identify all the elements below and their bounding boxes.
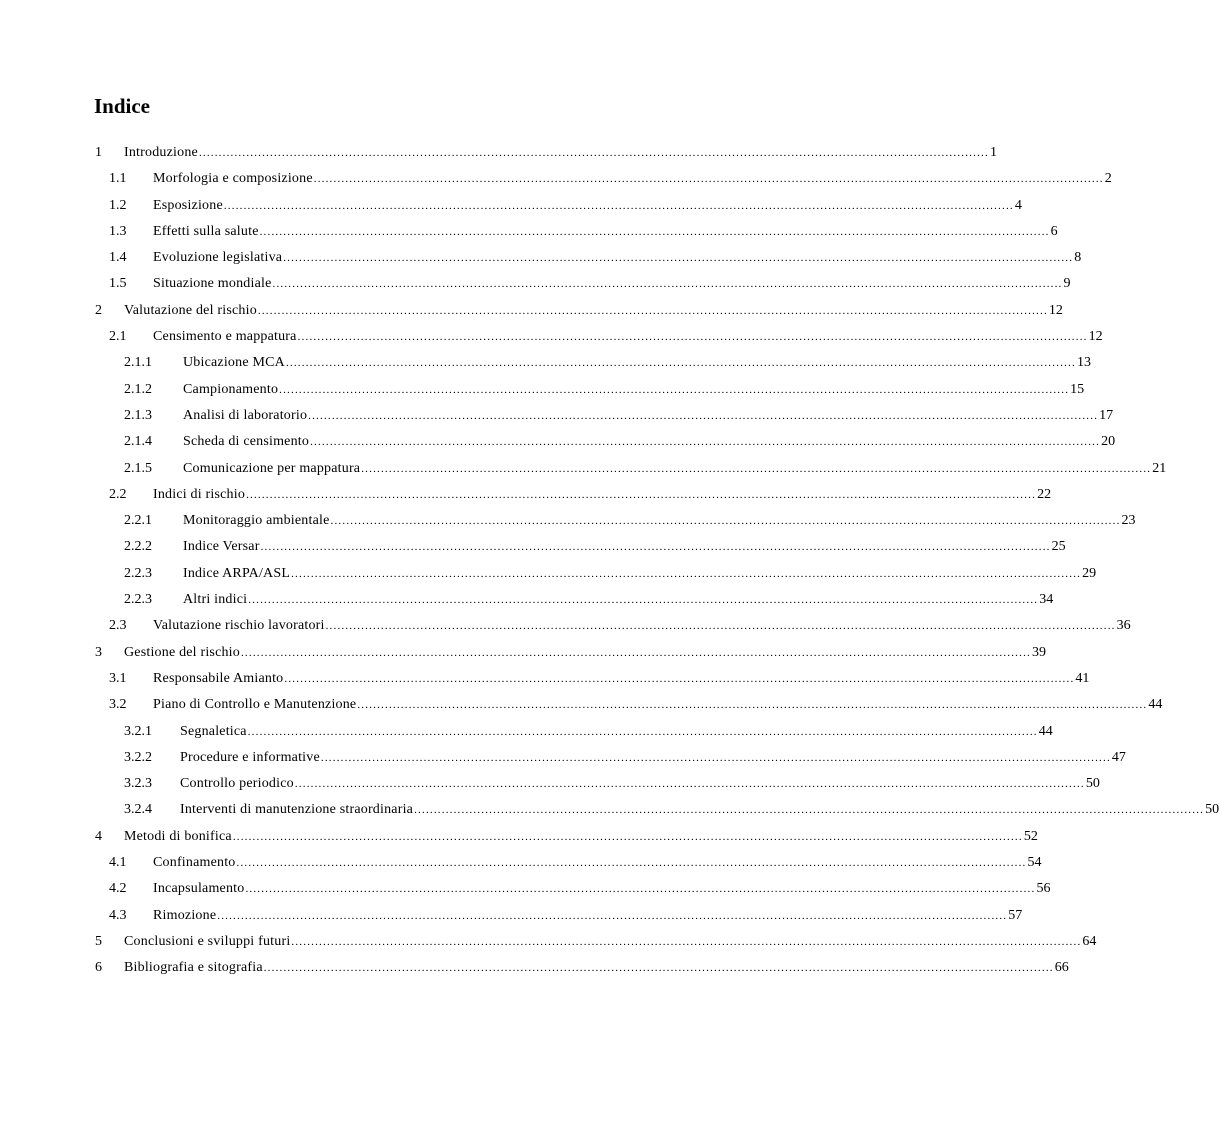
toc-entry[interactable] [95, 824, 1038, 850]
toc-entry-number: 6 [95, 960, 102, 976]
toc-entry[interactable] [95, 955, 1069, 981]
toc-entry-line [153, 219, 1058, 245]
toc-entry-title: Comunicazione per mappatura [183, 460, 361, 476]
toc-entry-line [183, 534, 1066, 560]
toc-entry-number: 2.1.3 [124, 407, 152, 423]
dot-leader: ........................................................................................................................................................................................................ [414, 804, 1205, 817]
toc-entry-page-number: 56 [1036, 881, 1051, 897]
toc-entry-number: 3.2.1 [124, 723, 152, 739]
toc-entry-number: 1.3 [109, 223, 127, 239]
toc-entry-title: Campionamento [183, 381, 279, 397]
dot-leader: ........................................................................................................................................................................................................ [257, 304, 1048, 317]
toc-entry-number: 2.2.1 [124, 513, 152, 529]
toc-entry-line [183, 456, 1167, 482]
toc-entry-title: Incapsulamento [153, 881, 245, 897]
toc-entry-title: Confinamento [153, 855, 236, 871]
toc-entry-title: Valutazione del rischio [124, 302, 257, 318]
toc-entry-page-number: 50 [1085, 776, 1100, 792]
toc-entry[interactable] [95, 640, 1046, 666]
toc-entry-number: 2 [95, 302, 102, 318]
dot-leader: ........................................................................................................................................................................................................ [361, 462, 1152, 475]
toc-entry-page-number: 12 [1048, 302, 1063, 318]
toc-entry[interactable] [95, 429, 1116, 455]
toc-entry-title: Controllo periodico [180, 776, 294, 792]
toc-entry[interactable] [95, 508, 1136, 534]
toc-entry-line [180, 719, 1053, 745]
toc-entry-line [153, 876, 1051, 902]
toc-entry-title: Effetti sulla salute [153, 223, 259, 239]
toc-entry-number: 3.2.3 [124, 776, 152, 792]
toc-entry-title: Introduzione [124, 145, 198, 160]
toc-entry[interactable] [95, 534, 1066, 560]
toc-entry-line [124, 955, 1069, 981]
toc-entry-title: Rimozione [153, 907, 217, 923]
dot-leader: ........................................................................................................................................................................................................ [279, 383, 1070, 396]
toc-entry-page-number: 44 [1148, 697, 1163, 713]
toc-entry-line [124, 824, 1038, 850]
toc-entry-title: Procedure e informative [180, 749, 320, 765]
dot-leader: ........................................................................................................................................................................................................ [310, 436, 1101, 449]
toc-entry-title: Morfologia e composizione [153, 171, 313, 187]
toc-entry[interactable] [95, 561, 1097, 587]
toc-entry-title: Analisi di laboratorio [183, 407, 308, 423]
toc-entry-line [180, 745, 1126, 771]
toc-entry-number: 3.2.4 [124, 802, 152, 818]
toc-entry[interactable] [95, 377, 1085, 403]
toc-entry-page-number: 17 [1099, 407, 1114, 423]
toc-entry-line [180, 771, 1100, 797]
toc-entry[interactable] [95, 587, 1054, 613]
toc-entry-page-number: 66 [1054, 960, 1069, 976]
toc-entry-line [183, 377, 1085, 403]
dot-leader: ........................................................................................................................................................................................................ [198, 147, 989, 159]
toc-entry[interactable] [95, 245, 1082, 271]
toc-entry[interactable] [95, 140, 997, 166]
dot-leader: ........................................................................................................................................................................................................ [330, 515, 1121, 528]
toc-entry-line [124, 640, 1046, 666]
toc-entry-number: 4.3 [109, 907, 127, 923]
dot-leader: ........................................................................................................................................................................................................ [313, 173, 1104, 186]
toc-entry-page-number: 36 [1116, 618, 1131, 634]
toc-entry-page-number: 50 [1205, 802, 1219, 818]
toc-entry[interactable] [95, 271, 1071, 297]
toc-entry-line [153, 166, 1112, 192]
toc-entry-title: Bibliografia e sitografia [124, 960, 263, 976]
toc-entry-line [153, 482, 1052, 508]
toc-entry-line [153, 613, 1131, 639]
toc-entry-line [183, 508, 1136, 534]
toc-entry-page-number: 9 [1063, 276, 1071, 292]
toc-entry[interactable] [95, 403, 1114, 429]
toc-entry-title: Indici di rischio [153, 486, 246, 502]
toc-entry-line [183, 403, 1114, 429]
toc-entry-line [153, 666, 1090, 692]
toc-entry-number: 2.2.3 [124, 565, 152, 581]
toc-entry-number: 2.1.4 [124, 434, 152, 450]
toc-entry-number: 4.1 [109, 855, 127, 871]
toc-entry-page-number: 25 [1051, 539, 1066, 555]
toc-entry[interactable] [95, 613, 1131, 639]
toc-entry[interactable] [95, 298, 1063, 324]
toc-entry[interactable] [95, 193, 1022, 219]
toc-entry-number: 2.1.2 [124, 381, 152, 397]
toc-entry-line [153, 324, 1103, 350]
dot-leader: ........................................................................................................................................................................................................ [291, 935, 1082, 948]
toc-entry-line [183, 429, 1116, 455]
toc-entry-title: Indice ARPA/ASL [183, 565, 291, 581]
dot-leader: ........................................................................................................................................................................................................ [260, 541, 1051, 554]
dot-leader: ........................................................................................................................................................................................................ [283, 252, 1074, 265]
toc-entry-page-number: 47 [1111, 749, 1126, 765]
toc-entry-number: 3 [95, 644, 102, 660]
toc-entry-number: 3.2 [109, 697, 127, 713]
toc-entry-line [183, 587, 1054, 613]
toc-entry[interactable] [95, 482, 1052, 508]
toc-entry[interactable] [95, 692, 1163, 718]
toc-entry-page-number: 12 [1088, 329, 1103, 345]
toc-entry-title: Censimento e mappatura [153, 329, 297, 345]
toc-entry-number: 4 [95, 828, 102, 844]
toc-entry-title: Metodi di bonifica [124, 828, 232, 844]
toc-entry-number: 2.3 [109, 618, 127, 634]
dot-leader: ........................................................................................................................................................................................................ [263, 962, 1054, 975]
toc-entry-title: Piano di Controllo e Manutenzione [153, 697, 357, 713]
toc-entry-number: 5 [95, 933, 102, 949]
toc-entry-page-number: 13 [1076, 355, 1091, 371]
toc-entry-number: 4.2 [109, 881, 127, 897]
toc-entry-title: Segnaletica [180, 723, 247, 739]
toc-entry[interactable] [95, 876, 1051, 902]
toc-entry-line [153, 271, 1071, 297]
toc-entry[interactable] [95, 666, 1090, 692]
dot-leader: ........................................................................................................................................................................................................ [259, 225, 1050, 238]
toc-entry-number: 1.1 [109, 171, 127, 187]
dot-leader: ........................................................................................................................................................................................................ [245, 883, 1036, 896]
toc-entry-title: Responsabile Amianto [153, 670, 284, 686]
toc-entry-line [124, 929, 1097, 955]
toc-entry-page-number: 52 [1023, 828, 1038, 844]
toc-entry[interactable] [95, 324, 1103, 350]
toc-entry-line [153, 245, 1082, 271]
toc-entry-title: Indice Versar [183, 539, 260, 555]
dot-leader: ........................................................................................................................................................................................................ [236, 857, 1027, 870]
toc-entry-page-number: 1 [989, 145, 997, 160]
dot-leader: ........................................................................................................................................................................................................ [285, 357, 1076, 370]
toc-entry[interactable] [95, 771, 1100, 797]
dot-leader: ........................................................................................................................................................................................................ [325, 620, 1116, 633]
toc-entry-page-number: 34 [1039, 592, 1054, 608]
dot-leader: ........................................................................................................................................................................................................ [246, 488, 1037, 501]
toc-entry-number: 2.1.1 [124, 355, 152, 371]
toc-entry[interactable] [95, 929, 1097, 955]
toc-entry-page-number: 44 [1038, 723, 1053, 739]
toc-entry-title: Monitoraggio ambientale [183, 513, 330, 529]
dot-leader: ........................................................................................................................................................................................................ [291, 567, 1082, 580]
toc-entry-page-number: 4 [1014, 197, 1022, 213]
toc-entry-line [153, 903, 1023, 929]
dot-leader: ........................................................................................................................................................................................................ [223, 199, 1014, 212]
dot-leader: ........................................................................................................................................................................................................ [308, 409, 1099, 422]
toc-entry-number: 2.2.2 [124, 539, 152, 555]
toc-entry-page-number: 54 [1027, 855, 1042, 871]
dot-leader: ........................................................................................................................................................................................................ [294, 778, 1085, 791]
dot-leader: ........................................................................................................................................................................................................ [217, 909, 1008, 922]
toc-entry-title: Scheda di censimento [183, 434, 310, 450]
toc-entry-page-number: 2 [1104, 171, 1112, 187]
toc-entry-line [124, 140, 997, 166]
toc-entry-number: 1.2 [109, 197, 127, 213]
toc-entry-line [183, 561, 1097, 587]
toc-entry-line [183, 350, 1091, 376]
toc-entry[interactable] [95, 456, 1167, 482]
dot-leader: ........................................................................................................................................................................................................ [284, 672, 1075, 685]
toc-entry-number: 1.4 [109, 250, 127, 266]
toc-entry-number: 2.1.5 [124, 460, 152, 476]
toc-entry[interactable] [95, 719, 1053, 745]
toc-entry-title: Esposizione [153, 197, 223, 213]
toc-entry-number: 2.1 [109, 329, 127, 345]
toc-entry-title: Valutazione rischio lavoratori [153, 618, 325, 634]
toc-entry-number: 1 [95, 145, 102, 160]
toc-entry-page-number: 8 [1074, 250, 1082, 266]
dot-leader: ........................................................................................................................................................................................................ [247, 725, 1038, 738]
toc-entry[interactable] [95, 903, 1023, 929]
toc-entry[interactable] [95, 350, 1091, 376]
toc-title: Indice [94, 94, 151, 118]
toc-entry-number: 2.2 [109, 486, 127, 502]
toc-entry-page-number: 6 [1050, 223, 1058, 239]
toc-entry-number: 2.2.3 [124, 592, 152, 608]
dot-leader: ........................................................................................................................................................................................................ [297, 331, 1088, 344]
toc-entry-title: Conclusioni e sviluppi futuri [124, 933, 291, 949]
dot-leader: ........................................................................................................................................................................................................ [248, 594, 1039, 607]
toc-entry[interactable] [95, 745, 1126, 771]
toc-entry-line [153, 193, 1022, 219]
toc-entry-line [153, 850, 1042, 876]
table-of-contents [95, 140, 1219, 982]
dot-leader: ........................................................................................................................................................................................................ [357, 699, 1148, 712]
toc-entry-page-number: 20 [1101, 434, 1116, 450]
toc-entry-number: 3.2.2 [124, 749, 152, 765]
toc-entry-page-number: 21 [1152, 460, 1167, 476]
dot-leader: ........................................................................................................................................................................................................ [272, 278, 1063, 291]
toc-entry-page-number: 15 [1070, 381, 1085, 397]
toc-entry-title: Interventi di manutenzione straordinaria [180, 802, 414, 818]
toc-entry-page-number: 41 [1075, 670, 1090, 686]
toc-entry-title: Ubicazione MCA [183, 355, 285, 371]
toc-entry[interactable] [95, 166, 1112, 192]
toc-entry-line [153, 692, 1163, 718]
toc-entry-page-number: 23 [1121, 513, 1136, 529]
toc-entry-page-number: 22 [1037, 486, 1052, 502]
toc-entry-title: Gestione del rischio [124, 644, 240, 660]
dot-leader: ........................................................................................................................................................................................................ [320, 751, 1111, 764]
toc-entry[interactable] [95, 219, 1058, 245]
toc-entry-page-number: 29 [1082, 565, 1097, 581]
toc-entry-title: Altri indici [183, 592, 248, 608]
toc-entry-title: Situazione mondiale [153, 276, 272, 292]
toc-entry-page-number: 39 [1031, 644, 1046, 660]
toc-entry-title: Evoluzione legislativa [153, 250, 283, 266]
toc-entry-line [180, 797, 1219, 823]
dot-leader: ........................................................................................................................................................................................................ [232, 830, 1023, 843]
toc-entry-line [124, 298, 1063, 324]
toc-entry-page-number: 57 [1008, 907, 1023, 923]
toc-entry-number: 3.1 [109, 670, 127, 686]
toc-entry-number: 1.5 [109, 276, 127, 292]
dot-leader: ........................................................................................................................................................................................................ [240, 646, 1031, 659]
toc-entry-page-number: 64 [1082, 933, 1097, 949]
toc-entry[interactable] [95, 850, 1042, 876]
toc-entry[interactable] [95, 797, 1219, 823]
